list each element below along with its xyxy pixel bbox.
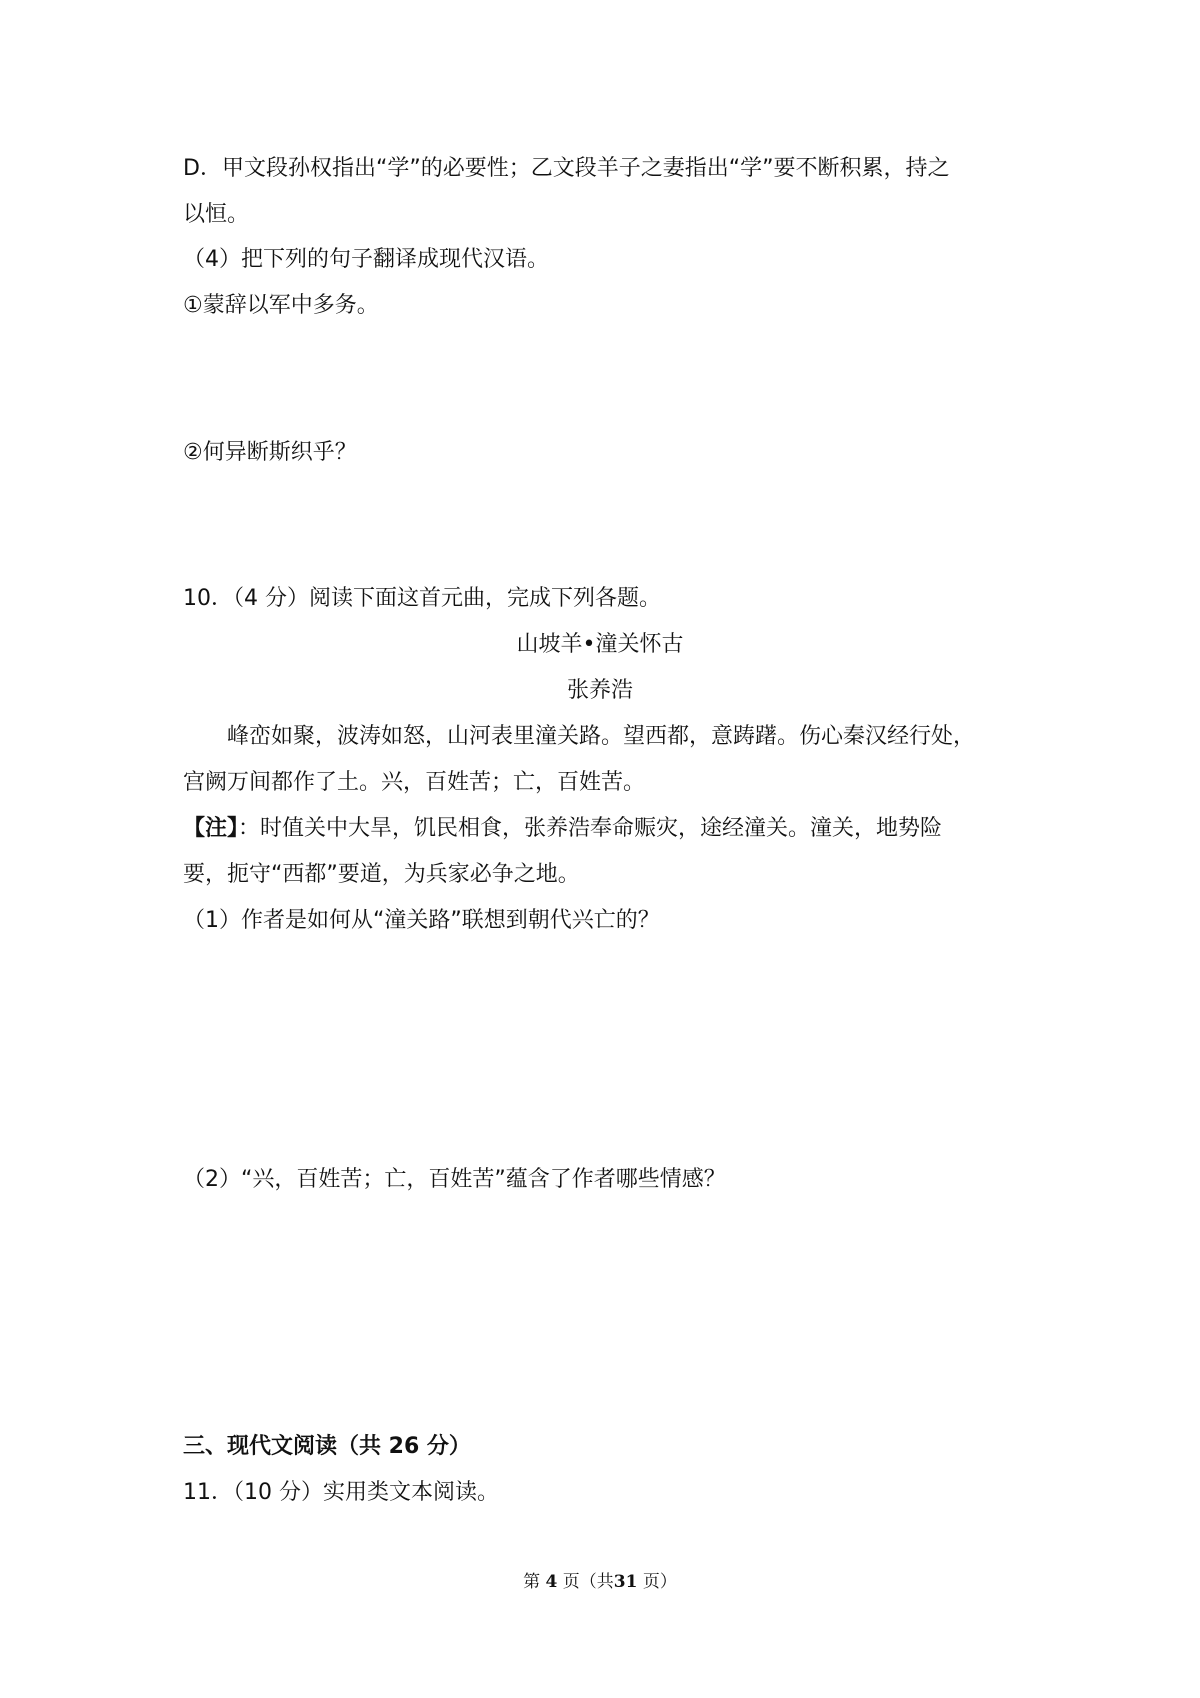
question-4-prompt: （4）把下列的句子翻译成现代汉语。: [183, 247, 549, 272]
footer-current-page: 4: [545, 1572, 558, 1592]
footer-middle: 页（共: [562, 1572, 614, 1592]
footer-total-pages: 31: [613, 1572, 638, 1592]
page-footer: [0, 1570, 1200, 1594]
footer-suffix: 页）: [642, 1572, 677, 1592]
question-11-intro: 11．（10 分）实用类文本阅读。: [183, 1480, 499, 1505]
note-line-2: 要，扼守“西都”要道，为兵家必争之地。: [183, 862, 580, 887]
poem-title: 山坡羊•潼关怀古: [516, 632, 684, 657]
note-line-1: [183, 814, 942, 844]
section-3-heading: 三、现代文阅读（共 26 分）: [183, 1434, 471, 1459]
option-d-line-2: 以恒。: [183, 202, 250, 227]
question-4-item-2: ②何异断斯织乎？: [183, 440, 357, 465]
question-10-sub-2: （2）“兴，百姓苦；亡，百姓苦”蕴含了作者哪些情感？: [183, 1167, 726, 1192]
note-line-1-text: ：时值关中大旱，饥民相食，张养浩奉命赈灾，途经潼关。潼关，地势险: [238, 816, 943, 841]
footer-prefix: 第: [523, 1572, 541, 1592]
option-d-line-1: D．甲文段孙权指出“学”的必要性；乙文段羊子之妻指出“学”要不断积累，持之: [183, 156, 950, 181]
question-10-sub-1: （1）作者是如何从“潼关路”联想到朝代兴亡的？: [183, 908, 660, 933]
question-10-intro: 10．（4 分）阅读下面这首元曲，完成下列各题。: [183, 586, 661, 611]
poem-line-1: 峰峦如聚，波涛如怒，山河表里潼关路。望西都，意踌躇。伤心秦汉经行处，: [227, 724, 976, 749]
question-4-item-1: ①蒙辞以军中多务。: [183, 293, 379, 318]
poem-line-2: 宫阙万间都作了土。兴，百姓苦；亡，百姓苦。: [183, 770, 646, 795]
poem-author: 张养浩: [566, 678, 633, 703]
note-label: 【注】: [183, 816, 239, 841]
